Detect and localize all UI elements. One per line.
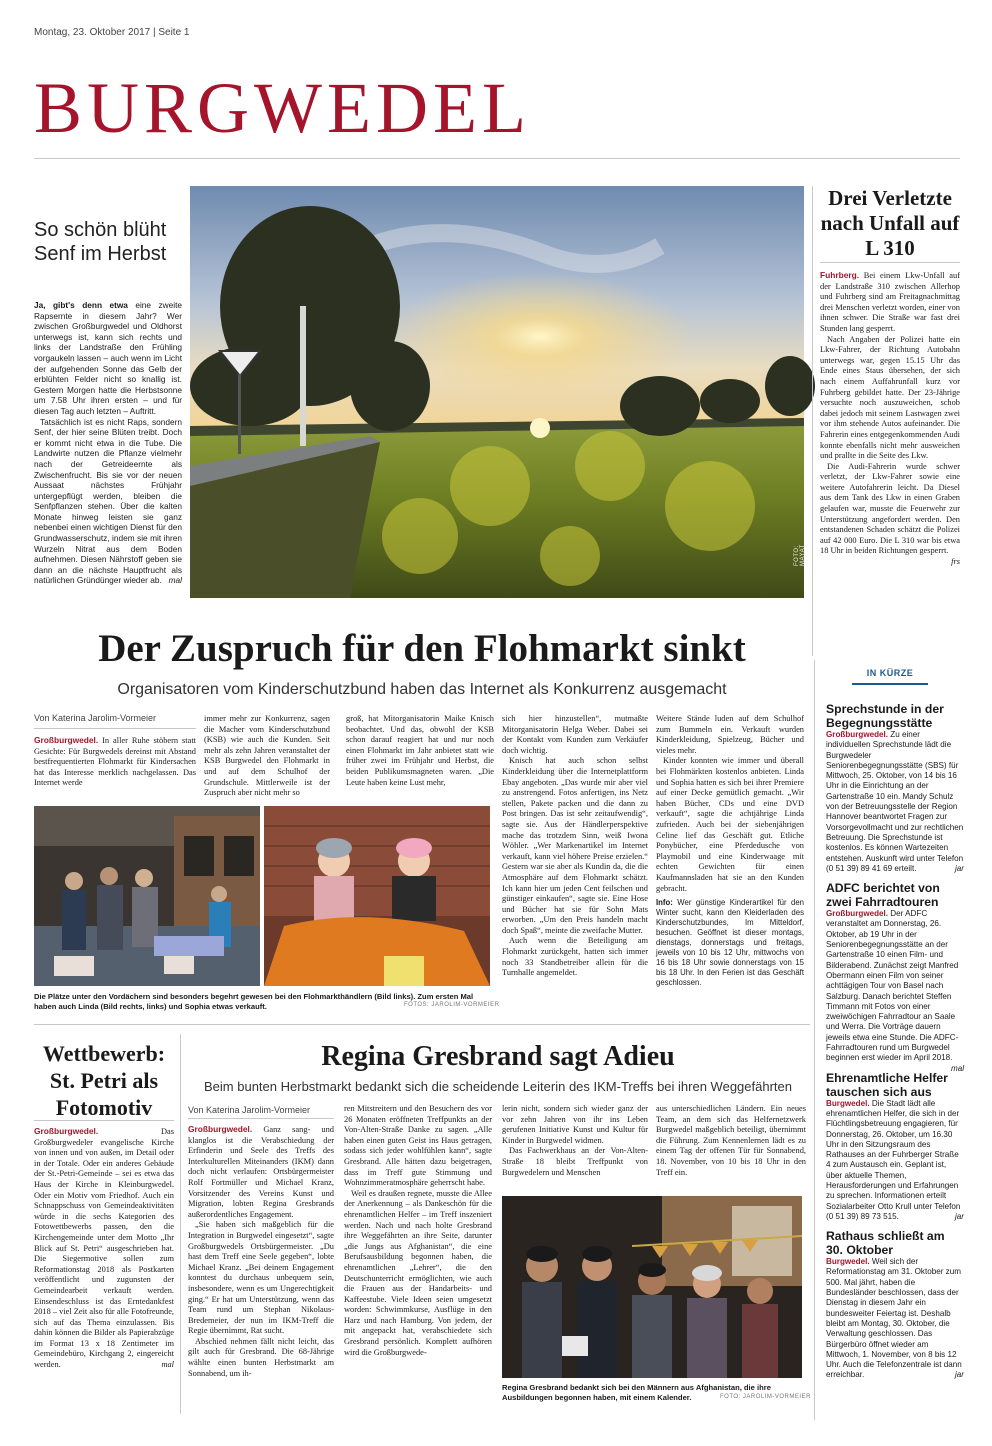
flohmarkt-c4a: sich hier hinzustellen“, mutmaßte Mitorganisatorin Helga Weber. Dabei sei der Kontakt vom Kunden zum Verkäufer doch wichtig. [502, 714, 648, 755]
column-divider [812, 186, 813, 656]
flohmarkt-c5a: Weitere Stände luden auf dem Schulhof zum Bummeln ein. Verkauft wurden Kinderkleidung, Spielzeug, Bücher und vieles mehr. [656, 714, 804, 755]
flohmarkt-c2: immer mehr zur Konkurrenz, sagen die Macher vom Kinderschutzbund (KSB) wie auch die Kunden. Seit mehr als zehn Jahren veranstaltet der KSB Burgwedel den Flohmarkt in und auf dem Schulhof der Grundschule. Mittlerweile ist der Zuspruch aber nicht mehr so [204, 714, 330, 798]
gresbrand-byline: Von Katerina Jarolim-Vormeier [188, 1105, 311, 1115]
unfall-signature: frs [951, 557, 960, 567]
in-kuerze-rule [852, 683, 928, 685]
wettbewerb-body [34, 1126, 174, 1371]
flohmarkt-caption: Die Plätze unter den Vordächern sind besonders begehrt gewesen bei den Flohmarkthändlern (Bild links). Zum ersten Mal haben auch Linda (Bild rechts, links) und Sophia etwas verkauft. [34, 992, 474, 1011]
gresbrand-c4: aus unterschiedlichen Ländern. Ein neues Team, an dem sich das Helfernetzwerk Burgwedel maßgeblich beteiligt, übernimmt die Führung. Zum Kennenlernen lädt es zu einem Tag der offenen Tür für Sonnabend, 18. November, von 10 bis 18 Uhr in den Treff ein. [656, 1104, 806, 1177]
kurz-item-text: Weil sich der Reformationstag am 31. Oktober zum 500. Mal jährt, haben die Bundesländer beschlossen, dass der Dienstag in diesem Jahr ein bundesweiter Feiertag ist. Deshalb bleibt am Montag, 30. Oktober, die Verwaltung geschlossen. Das Bürgerbüro öffnet wieder am Mittwoch, 1. November, von 8 bis 12 Uhr. Auch die Telefonzentrale ist dann erreichbar. [826, 1257, 962, 1380]
flohmarkt-c1: In aller Ruhe stöbern statt Gesichte: Für Burgwedels dereinst mit Abstand bestfrequentierten Flohmarkt für Kindersachen hat das Interesse merklich nachgelassen. Das Internet werde [34, 736, 196, 788]
gresbrand-col4 [656, 1104, 806, 1178]
wettbewerb-rule [34, 1120, 174, 1121]
gresbrand-headline: Regina Gresbrand sagt Adieu [321, 1041, 675, 1072]
gresbrand-col1 [188, 1124, 334, 1379]
kurz-item-text: Die Stadt lädt alle ehrenamtlichen Helfer, die sich in der Flüchtlingsbetreuung engagieren, für Donnerstag, 26. Oktober, um 16.30 Uhr in den Sitzungsraum des Rathauses an der Fuhrberger Straße 4 zum Austausch ein. Geplant ist, über aktuelle Themen, Herausforderungen und Erfahrungen zu sprechen. Informationen erteilt Sozialarbeiter Otto Krull unter Telefon (0 51 39) 89 73 515. [826, 1098, 961, 1221]
wettbewerb-headline: Wettbewerb: St. Petri als Fotomotiv [42, 1041, 166, 1120]
flohmarkt-stalls-photo [34, 806, 260, 986]
flohmarkt-place: Großburgwedel. [34, 735, 99, 745]
senf-headline: So schön blüht Senf im Herbst [34, 219, 167, 265]
gresbrand-caption: Regina Gresbrand bedankt sich bei den Männern aus Afghanistan, die ihre Ausbildungen begonnen haben, mit einem Kalender. [502, 1383, 771, 1402]
kurz-item-headline: Rathaus schließt am 30. Oktober [826, 1229, 945, 1258]
flohmarkt-col4 [502, 714, 648, 979]
flohmarkt-byline: Von Katerina Jarolim-Vormeier [34, 713, 157, 723]
kurz-item-place: Großburgwedel. [826, 909, 889, 919]
senf-body [34, 300, 182, 586]
dateline: Montag, 23. Oktober 2017 | Seite 1 [34, 27, 190, 38]
kurz-item-sig: jar [955, 1211, 964, 1221]
flohmarkt-c4b: Knisch hat auch schon selbst Kinderkleidung über die Internetplattform Ebay angeboten. „Das wurde mir aber viel zu anstrengend. Fotos anfertigen, ins Netz stellen, Pakete packen und die dann zu Post bringen. Das ist sehr zeitaufwendig“, sagte sie. Aus der Händlerperspektive mache das trotzdem Sinn, weiß Iwona Wöhler. „Wer Markenartikel im Internet verkauft, kann viel höhere Preise erzielen.“ Gestern war sie aber als Kundin da, die die Atmosphäre auf dem Flohmarkt schätzt. Ich kann hier um jeden Cent feilschen und günstiger einkaufen“, sagte sie. Eine Hose und Bücher hat sie für Sohn Mats erworben. „Um den Preis handeln macht doch Spaß“, meinte die zweifache Mutter. [502, 756, 648, 935]
kurz-item-sig: jar [955, 1370, 964, 1380]
kurz-item [826, 881, 964, 1073]
senf-p2: Tatsächlich ist es nicht Raps, sondern Senf, der hier seine Blüten treibt. Doch er kommt nicht etwa in die Tube. Die Landwirte nutzen die Pflanze vielmehr nach der Getreideernte als Zwischenfrucht. Bis sie vor der neuen Aussaat nächstes Frühjahr untergepflügt werden, bleiben die Senfpflanzen stehen. Über die kalten Monate hinweg leisten sie ganz nebenbei einen wichtigen Dienst für den Grundwasserschutz, indem sie mit ihren Wurzeln Nitrat aus dem Boden aufnehmen. Diesen Nährstoff geben sie dann an die nächste Hauptfrucht als natürlichen Gründünger wieder ab. [34, 416, 182, 586]
in-kuerze-label: IN KÜRZE [866, 668, 914, 678]
unfall-p3: Die Audi-Fahrerin wurde schwer verletzt, der Lkw-Fahrer sowie eine weitere Autofahrerin leicht. Da Diesel aus dem Tank des Lkw in einen Graben gelaufen war, musste die Feuerwehr zur Unterstützung angefordert werden. Den entstandenen Schaden schätzt die Polizei auf 42 000 Euro. Die L 310 war bis etwa 18 Uhr in beiden Richtungen gesperrt. [820, 461, 960, 556]
gresbrand-c2: ren Mitstreitern und den Besuchern des vor 26 Monaten eröffneten Treffpunkts an der Von-Alten-Straße Danke zu sagen. „Alle haben einen guten Geist ins Haus getragen, sodass sich jeder wohlfühlen kann“, sagte Gresbrand. Alle hätten dazu beigetragen, dass im Treff gute Stimmung und Wohnzimmeratmosphäre geherrscht habe. [344, 1104, 492, 1188]
senf-p1: eine zweite Rapsernte in diesem Jahr? Wer zwischen Großburgwedel und Oldhorst unterwegs ist, kann sich rechts und links der Landstraße den Frühling vorgaukeln lassen – auch wenn im Licht der aufgehenden Sonne das Gelb der erblühten Felder nicht so knallig ist. Gestern Morgen hatte die Herbstsonne um 7.58 Uhr ihren ersten – und für diesen Tag auch letzten – Auftritt. [34, 300, 182, 416]
kurz-item-place: Burgwedel. [826, 1257, 870, 1267]
gresbrand-c3: lerin nicht, sondern sich wieder ganz der vor zehn Jahren von ihr ins Leben gerufenen Initiative Kunst und Kultur für Kinder in Burgwedel widmen. [502, 1104, 648, 1145]
gresbrand-photo [502, 1196, 802, 1378]
kurz-divider [814, 660, 815, 1420]
header-rule [34, 158, 960, 159]
kurz-item-headline: Sprechstunde in der Begegnungsstätte [826, 702, 944, 730]
kurz-item [826, 1229, 964, 1381]
gresbrand-byline-rule [188, 1118, 334, 1119]
kurz-item-place: Großburgwedel. [826, 730, 889, 739]
senf-signature: mal [168, 575, 182, 586]
flohmarkt-c5b: Kinder konnten wie immer und überall bei Flohmärkten kostenlos anbieten. Linda und Sophia hatten es sich bei ihrer Premiere auf einer Decke gemütlich gemacht. „Wir haben Bücher, CDs und eine DVD verkauft“, sagte die achtjährige Linda zufrieden. Auch bei der siebenjährigen Celine lief das Geschäft gut. Etliche Ponybücher, eine Pferdedusche von Playmobil und eine Kinderwaage mit echten Gewichten für einen Kaufmannsladen hat sie an den Kunden gebracht. [656, 756, 804, 893]
gresbrand-c3b: Das Fachwerkhaus an der Von-Alten-Straße 18 bleibt Treffpunkt von Burgwedelern und Menschen [502, 1146, 648, 1177]
byline-rule [34, 728, 196, 729]
gresbrand-c1b: „Sie haben sich maßgeblich für die Integration in Burgwedel eingesetzt“, sagte Großburgwedels Ortsbürgermeister. „Du hast dem Treff eine Seele gegeben“, lobte Michael Kranz. „Bei deinem Engagement konntest du durchaus unbequem sein, insbesondere, wenn es um Ungerechtigkeit ging.“ Er hat um Unterstützung, wenn das Team rund um Stephan Nikolaus-Bredemeier, der nun im IKM-Treff die Regie übernimmt, Rat sucht. [188, 1220, 334, 1336]
wettbewerb-signature: mal [161, 1360, 174, 1370]
flohmarkt-col5 [656, 714, 804, 988]
unfall-p1: Bei einem Lkw-Unfall auf der Landstraße 310 zwischen Allerhop und Fuhrberg sind am Freitagnachmittag drei Menschen verletzt worden, einer von ihnen schwer. Die Straße war fast drei Stunden lang gesperrt. [820, 271, 960, 333]
senf-lead: Ja, gibt's denn etwa [34, 300, 128, 310]
in-kuerze-list [826, 702, 964, 1381]
kurz-item-sig: jar [955, 863, 964, 873]
flohmarkt-col1 [34, 735, 196, 789]
kurz-item-headline: ADFC berichtet von zwei Fahrradtouren [826, 881, 940, 910]
kurz-item-place: Burgwedel. [826, 1098, 870, 1108]
wettbewerb-text: Das Großburgwedeler evangelische Kirche von innen und von außen, im Detail oder in der Totale. Oder ein anderes Gebäude der St.-Petri-Gemeinde – sei es etwa das Haus der Kirche in Kleinburgwedel. Oder ein Motiv vom Friedhof. Auch ein Schnappschuss von Gemeindeaktivitäten würde in die sechs Kategorien des Fotowettbewerbs passen, den die Kirchengemeinde unter dem Motto „Ihr Blick auf St. Petri“ ausgeschrieben hat. Die Siegermotive sollen zum Reformationstag 2018 als Postkarten veröffentlicht und zugunsten der Gemeindearbeit verkauft werden. Einsendeschluss ist das Erntedankfest 2018 – viel Zeit also für alle Fotofreunde, sich auf das Thema einzulassen. Bis dahin können die Bilder als Papierabzüge im Format 13 x 18 Zentimeter im Gemeindebüro, Kirchgang 2, eingereicht werden. [34, 1127, 175, 1370]
lower-rule [34, 1024, 810, 1025]
wettbewerb-place: Großburgwedel. [34, 1126, 99, 1136]
flohmarkt-c4c: Auch wenn die Beteiligung am Flohmarkt zurückgeht, hatten sich immer noch 33 Standbetreiber allein für die Turnhalle angemeldet. [502, 936, 648, 978]
kurz-item [826, 702, 964, 874]
unfall-place: Fuhrberg. [820, 270, 860, 280]
info-label: Info: [656, 898, 673, 908]
flohmarkt-col3 [346, 714, 494, 788]
kurz-item-sig: mal [950, 1063, 964, 1073]
senf-photo-credit: FOTO: MAYAT [794, 544, 806, 566]
flohmarkt-col2 [204, 714, 330, 799]
kurz-item-headline: Ehrenamtliche Helfer tauschen sich aus [826, 1070, 948, 1099]
masthead: BURGWEDEL [34, 68, 531, 148]
senf-field-photo [190, 186, 804, 598]
unfall-rule [820, 262, 960, 263]
wettbewerb-divider [180, 1034, 181, 1414]
kurz-item-text: Zu einer individuellen Sprechstunde lädt die Burgwedeler Seniorenbegegnungsstätte (SBS) für Mittwoch, 25. Oktober, von 14 bis 16 Uhr in die Einrichtung an der Gartenstraße 10 ein. Mandy Schulz von der Betreuungsstelle der Region Hannover beantwortet Fragen zur Vorsorgevollmacht und zur rechtlichen Betreuung. Die Sprechstunde ist kostenlos. Es können Wartezeiten entstehen. Auskunft wird unter Telefon (0 51 39) 89 41 69 erteilt. [826, 730, 964, 873]
kurz-item-text: Der ADFC veranstaltet am Donnerstag, 26. Oktober, ab 19 Uhr in der Seniorenbegegnungsstätte an der Gartenstraße 10 einen Film- und Bilderabend. Zunächst zeigt Manfred Obermann einen Film von seiner achttägigen Tour von Basel nach Salzburg. Danach berichtet Steffen Timmann mit Fotos von einer zweiwöchigen Fahrradtour an Saale und Werra. Die Vorträge dauern jeweils etwa eine Stunde. Die ADFC-Fahrradtouren rund um Burgwedel beginnen erst wieder im April 2018. [826, 909, 959, 1063]
gresbrand-c2b: Weil es draußen regnete, musste die Allee der Anerkennung – als Dankeschön für die ehrenamtlichen Helfer – im Treff inszeniert werden. Nach und nach holte Gresbrand ihre Weggefährten an ihre Seite, darunter „die Jungs aus Afghanistan“, die eine Berufsausbildung begonnen haben, die ehrenamtlichen „Lehrer“, die den Deutschunterricht ermöglichten, wie auch die Frauen aus der Handarbeits- und Kaffeestube. Viele Ideen seien umgesetzt worden: Schwimmkurse, Ausflüge in den Harz und nach Hamburg. Von jedem, der mit angepackt hat, verabschiedete sich Gresbrand persönlich. Komplett aufhören wird die Großburgwede- [344, 1188, 492, 1357]
gresbrand-place: Großburgwedel. [188, 1124, 253, 1134]
flohmarkt-girls-photo [264, 806, 490, 986]
gresbrand-subhead: Beim bunten Herbstmarkt bedankt sich die scheidende Leiterin des IKM-Treffs bei ihren Weggefährten [204, 1079, 792, 1094]
flohmarkt-c3: groß, hat Mitorganisatorin Maike Knisch beobachtet. Und das, obwohl der KSB schon darauf reagiert hat und nur noch einen Flohmarkt im Jahr anbietet statt wie früher zwei im Frühjahr und Herbst, die beiden Publikumsmagneten waren. „Die Leute haben keine Lust mehr, [346, 714, 494, 787]
gresbrand-col2 [344, 1104, 492, 1358]
kurz-item [826, 1071, 964, 1223]
flohmarkt-headline: Der Zuspruch für den Flohmarkt sinkt [98, 627, 746, 670]
flohmarkt-subhead: Organisatoren vom Kinderschutzbund haben das Internet als Konkurrenz ausgemacht [117, 681, 727, 698]
gresbrand-col3 [502, 1104, 648, 1178]
flohmarkt-info: Wer günstige Kinderartikel für den Winter sucht, kann den Kleiderladen des Kinderschutzbundes, Im Mitteldorf, besuchen. Geöffnet ist dieser montags, dienstags, donnerstags und freitags, jeweils von 10 bis 12 Uhr, mittwochs von 16 bis 18 Uhr sowie donnerstags von 15 bis 18 Uhr. In den Ferien ist das Geschäft geschlossen. [656, 898, 804, 988]
gresbrand-c1: Ganz sang- und klanglos ist die Verabschiedung der Erfinderin und Seele des Treffs des Interkulturellen Miteinanders (IKM) dann doch nicht verlaufen: Ortsbürgermeister Rolf Fortmüller und Michael Kranz, Vorsitzender des Vereins Kunst und Migration, lobten Regina Gresbrands außerordentliches Engagement. [188, 1125, 334, 1219]
unfall-p2: Nach Angaben der Polizei hatte ein Lkw-Fahrer, der Richtung Autobahn unterwegs war, gegen 15.15 Uhr das Ende eines Staus übersehen, der sich nach einem Auffahrunfall kurz vor Fuhrberg gebildet hatte. Der 23-Jährige versuchte noch auszuweichen, schob dabei jedoch mit seinem Lastwagen zwei vor ihm stehende Autos aufeinander. Die Fahrerin eines entgegenkommenden Audi konnte ebenfalls nicht mehr ausweichen und prallte in die Seite des Lkw. [820, 334, 960, 461]
unfall-body [820, 270, 960, 568]
gresbrand-c1c: Abschied nehmen fällt nicht leicht, das gilt auch für Gresbrand. Die 68-Jährige wählte einen bunten Herbstmarkt am Sonnabend, um ih- [188, 1336, 334, 1378]
flohmarkt-credit: FOTOS: JAROLIM-VORMEIER [404, 1002, 500, 1008]
unfall-headline: Drei Verletzte nach Unfall auf L 310 [820, 186, 960, 260]
gresbrand-credit: FOTO: JAROLIM-VORMEIER [720, 1394, 811, 1400]
